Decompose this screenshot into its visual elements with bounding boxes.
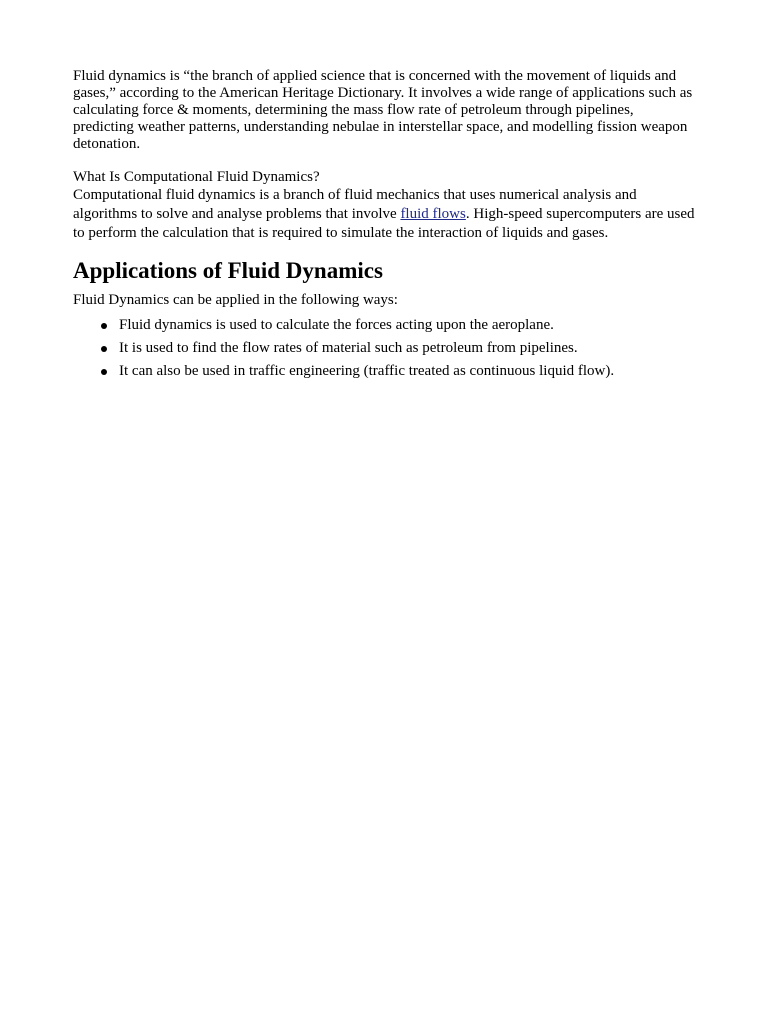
applications-lead: Fluid Dynamics can be applied in the following ways: bbox=[73, 292, 398, 308]
bullet-icon bbox=[101, 346, 107, 352]
list-item bbox=[119, 362, 695, 381]
cfd-paragraph bbox=[73, 186, 695, 243]
list-item-text: It is used to find the flow rates of material such as petroleum from pipelines. bbox=[119, 340, 578, 356]
cfd-text-before-link: Computational fluid dynamics is a branch of fluid mechanics that uses numerical analysis and algorithms to solve and analyse problems that involve bbox=[73, 187, 637, 222]
list-item bbox=[119, 339, 695, 358]
bullet-icon bbox=[101, 323, 107, 329]
applications-heading: Applications of Fluid Dynamics bbox=[73, 258, 383, 283]
list-item bbox=[119, 316, 695, 335]
intro-paragraph: Fluid dynamics is “the branch of applied science that is concerned with the movement of liquids and gases,” according to the American Heritage Dictionary. It involves a wide range of applications such as calculating force & moments, determining the mass flow rate of petroleum through pipelines, predicting weather patterns, understanding nebulae in interstellar space, and modelling fission weapon detonation. bbox=[73, 68, 693, 152]
cfd-question-line: What Is Computational Fluid Dynamics? bbox=[73, 169, 320, 185]
bullet-icon bbox=[101, 369, 107, 375]
cfd-text-after-link: . High-speed supercomputers are used to perform the calculation that is required to simulate the interaction of liquids and gases. bbox=[73, 206, 695, 241]
document-page bbox=[73, 68, 695, 385]
list-item-text: Fluid dynamics is used to calculate the forces acting upon the aeroplane. bbox=[119, 317, 554, 333]
applications-list bbox=[73, 316, 695, 381]
list-item-text: It can also be used in traffic engineering (traffic treated as continuous liquid flow). bbox=[119, 363, 615, 379]
fluid-flows-link[interactable]: fluid flows bbox=[400, 206, 466, 222]
